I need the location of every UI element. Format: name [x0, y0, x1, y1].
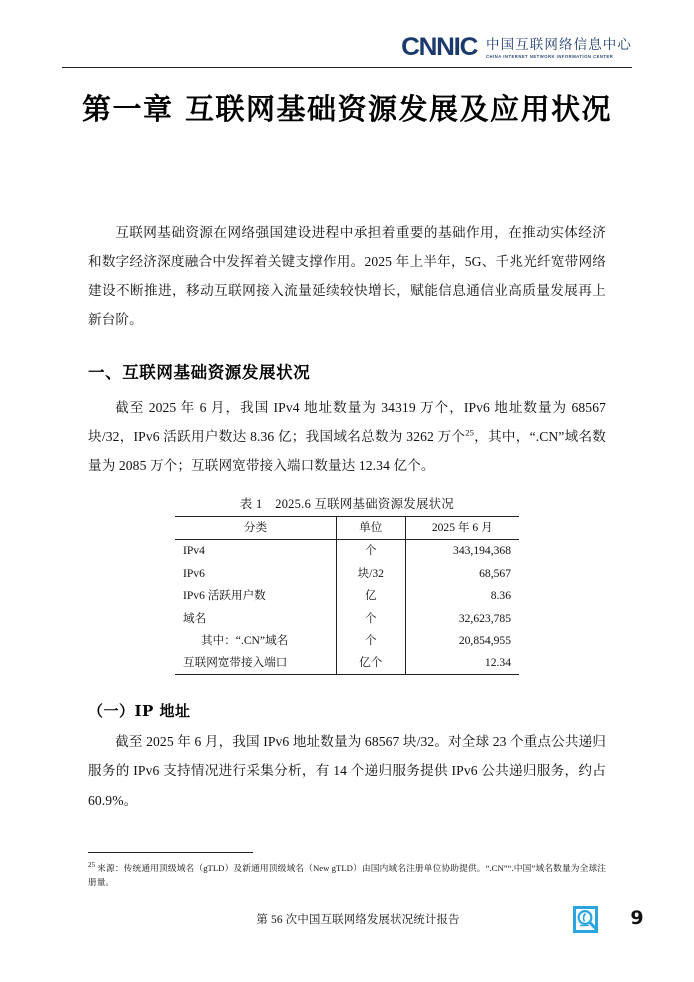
table-cell-value: 68,567	[479, 566, 511, 580]
table-cell-category: 域名	[183, 611, 207, 625]
table-row	[175, 563, 519, 585]
header-divider	[62, 67, 632, 68]
table-col-unit: 单位	[337, 516, 405, 539]
table-col-value: 2025 年 6 月	[405, 516, 519, 539]
section-paragraph-part-a: 截至 2025 年 6 月，我国 IPv4 地址数量为 34319 万个，IPv6 地址数量为 68567 块/32，IPv6 活跃用户数达 8.36 亿；我国域名总数为 3262 万个	[88, 399, 606, 444]
section-heading: 一、互联网基础资源发展状况	[88, 363, 311, 383]
table-row	[175, 652, 519, 675]
table-cell-value: 343,194,368	[453, 544, 511, 558]
table-cell-category: 互联网宽带接入端口	[175, 652, 337, 675]
chapter-title: 第一章 互联网基础资源发展及应用状况	[81, 92, 613, 126]
page-content	[88, 218, 606, 815]
resource-table	[175, 516, 519, 675]
cnnic-chinese-name-block	[486, 38, 632, 60]
table-cell-unit: 个	[337, 540, 405, 563]
table-body	[175, 540, 519, 675]
table-cell-category: IPv6	[183, 566, 205, 580]
cnnic-wordmark-icon: CNNIC	[400, 33, 477, 61]
table-header-row	[175, 516, 519, 539]
cnnic-english-name: CHINA INTERNET NETWORK INFORMATION CENTER	[486, 53, 614, 59]
footnote-ref-25: 25	[465, 427, 474, 438]
footnote-divider	[88, 852, 253, 853]
magnifier-logo-icon	[572, 905, 602, 937]
page-header	[62, 30, 632, 70]
table-block	[88, 494, 606, 675]
table-row	[175, 540, 519, 563]
table-col-category: 分类	[175, 516, 337, 539]
table-cell-value: 20,854,955	[458, 633, 511, 647]
subsection-heading: （一）IP 地址	[88, 702, 191, 721]
section-paragraph	[88, 393, 606, 480]
page-number: 9	[630, 907, 644, 929]
table-row	[175, 607, 519, 629]
table-cell-value: 8.36	[490, 589, 511, 603]
table-cell-value: 32,623,785	[458, 611, 511, 625]
page-footer	[62, 905, 654, 947]
section-paragraph-part-b: ，其中，“.CN”域名数量为 2085 万个；互联网宽带接入端口数量达 12.34 亿个。	[88, 428, 606, 473]
footnote-25	[88, 861, 606, 889]
footer-report-title: 第 56 次中国互联网络发展状况统计报告	[256, 914, 460, 926]
table-cell-unit: 亿	[337, 585, 405, 607]
subsection-paragraph: 截至 2025 年 6 月，我国 IPv6 地址数量为 68567 块/32。对全球 23 个重点公共递归服务的 IPv6 支持情况进行采集分析，有 14 个递归服务提供 IPv6 公共递归服务，约占 60.9%。	[88, 734, 606, 808]
cnnic-chinese-name: 中国互联网络信息中心	[486, 37, 632, 54]
table-cell-unit: 个	[337, 630, 405, 652]
table-cell-category: IPv6 活跃用户数	[183, 589, 266, 603]
table-cell-unit: 亿个	[337, 652, 405, 675]
table-cell-value: 12.34	[405, 652, 519, 675]
table-cell-category: 其中：“.CN”域名	[201, 633, 289, 647]
footnote-number: 25	[88, 861, 95, 870]
table-row	[175, 630, 519, 652]
table-cell-unit: 块/32	[337, 563, 405, 585]
table-caption: 表 1 2025.6 互联网基础资源发展状况	[239, 496, 455, 511]
table-cell-unit: 个	[337, 607, 405, 629]
table-row	[175, 585, 519, 607]
footnote-block	[88, 852, 606, 889]
cnnic-logo	[62, 30, 632, 60]
footnote-text: 来源：传统通用顶级域名（gTLD）及新通用顶级域名（New gTLD）由国内域名注册单位协助提供。“.CN”“.中国”域名数量为全球注册量。	[88, 863, 606, 888]
table-cell-category: IPv4	[183, 544, 205, 558]
table-header	[175, 516, 519, 539]
intro-paragraph: 互联网基础资源在网络强国建设进程中承担着重要的基础作用，在推动实体经济和数字经济深度融合中发挥着关键支撑作用。2025 年上半年，5G、千兆光纤宽带网络建设不断推进，移动互联网接入流量延续较快增长，赋能信息通信业高质量发展再上新台阶。	[88, 225, 606, 328]
